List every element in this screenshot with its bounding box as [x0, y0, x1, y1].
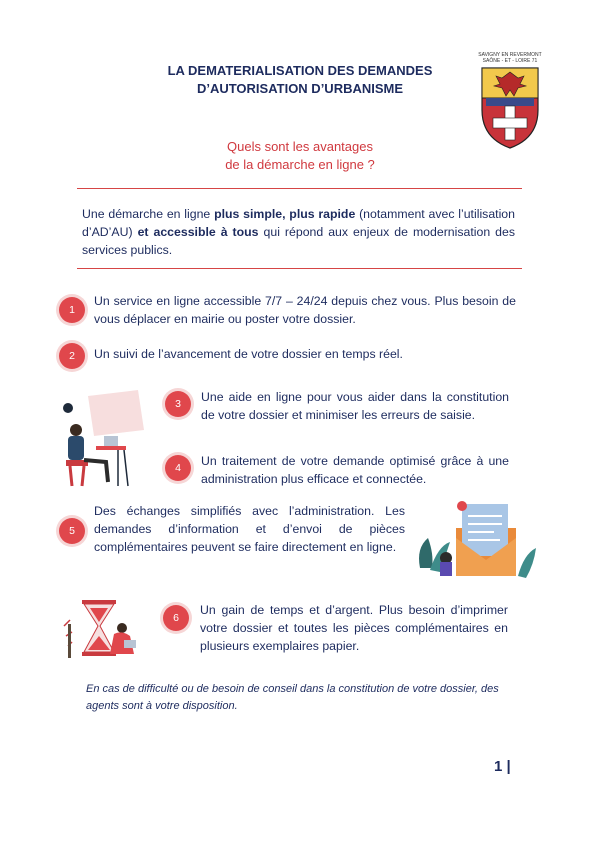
intro-paragraph [82, 205, 515, 259]
item-text-3: Une aide en ligne pour vous aider dans la constitution de votre dossier et minimiser les erreurs de saisie. [201, 390, 509, 422]
page-title [120, 62, 480, 98]
item-text-5: Des échanges simplifiés avec l’administration. Les demandes d’information et d’envoi de pièces complémentaires peuvent se faire directement en ligne. [94, 504, 405, 554]
title-line-2: D’AUTORISATION D’URBANISME [196, 81, 404, 96]
item-text-4: Un traitement de votre demande optimisé grâce à une administration plus efficace et connectée. [201, 454, 509, 486]
subtitle-line-1: Quels sont les avantages [227, 139, 373, 154]
item-number-4: 4 [165, 455, 191, 481]
intro-text-3: qui répond aux enjeux de modernisation des services publics. [82, 225, 516, 257]
page-subtitle [180, 138, 420, 174]
item-text-1: Un service en ligne accessible 7/7 – 24/24 depuis chez vous. Plus besoin de vous déplacer en mairie ou poster votre dossier. [94, 294, 516, 326]
item-number-6: 6 [163, 605, 189, 631]
item-text-2: Un suivi de l’avancement de votre dossier en temps réel. [94, 347, 403, 361]
intro-text-2: (notamment avec l’utilisation d’AD’AU) [82, 207, 515, 239]
crest-caption-2: SAÔNE - ET - LOIRE 71 [482, 58, 538, 64]
item-text-6: Un gain de temps et d’argent. Plus besoin d’imprimer votre dossier et toutes les pièces complémentaires en plusieurs exemplaires papier. [200, 603, 508, 653]
item-number-1: 1 [59, 297, 85, 323]
intro-bold-1: plus simple, plus rapide [214, 207, 356, 221]
item-number-2: 2 [59, 343, 85, 369]
subtitle-line-2: de la démarche en ligne ? [225, 157, 375, 172]
help-note: En cas de difficulté ou de besoin de conseil dans la constitution de votre dossier, des agents sont à votre disposition. [86, 683, 499, 712]
crest-shield-icon [476, 64, 544, 150]
intro-text-1: Une démarche en ligne [82, 207, 215, 221]
crest-caption-1: SAVIGNY EN REVERMONT [478, 52, 542, 58]
envelope-document-illustration [414, 498, 544, 582]
hourglass-person-illustration [60, 596, 150, 662]
intro-bold-2: et accessible à tous [137, 225, 259, 239]
divider-top [77, 188, 522, 189]
page-number: 1 | [494, 758, 511, 775]
coat-of-arms [476, 52, 544, 152]
title-line-1: LA DEMATERIALISATION DES DEMANDES [167, 63, 433, 78]
divider-bottom [77, 268, 522, 269]
item-number-5: 5 [59, 518, 85, 544]
person-at-desk-illustration [58, 390, 148, 488]
item-number-3: 3 [165, 391, 191, 417]
